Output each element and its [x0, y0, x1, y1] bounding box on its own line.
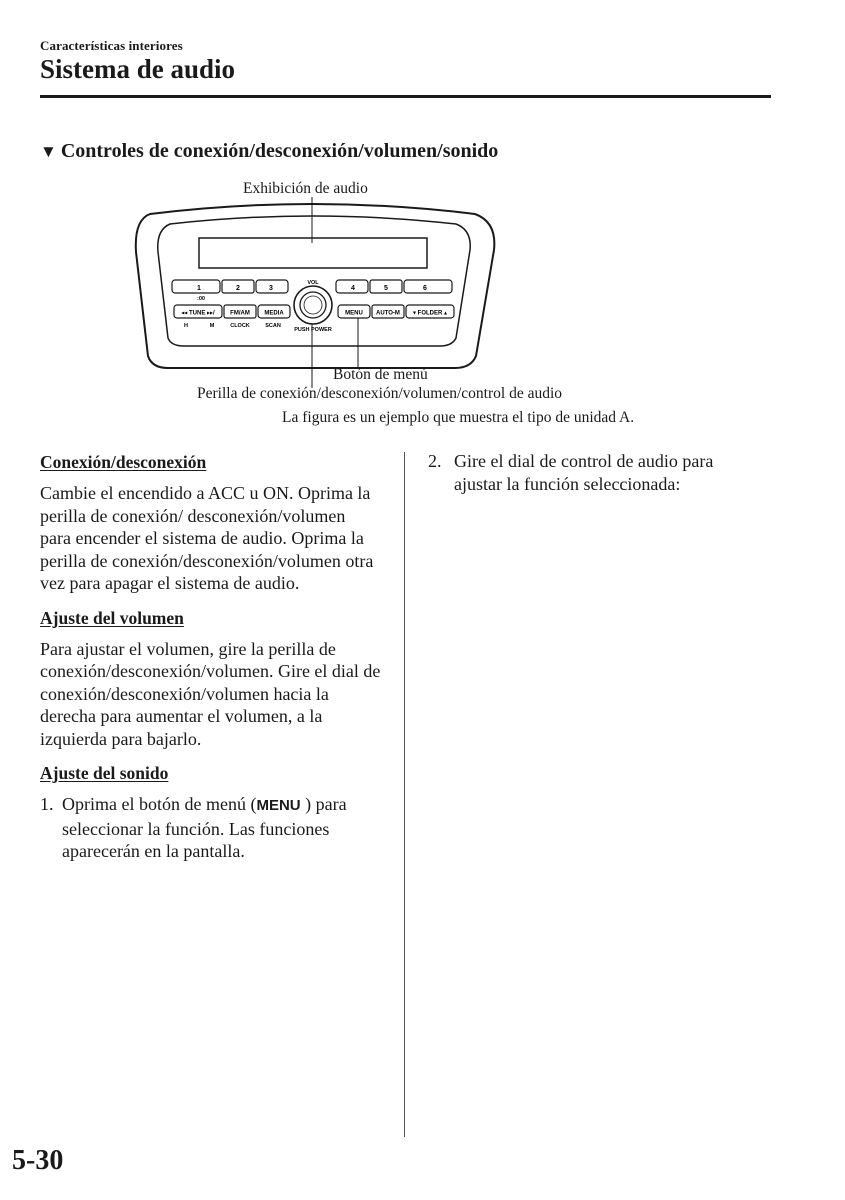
label-scan: SCAN — [265, 323, 281, 329]
subheading-power: Conexión/desconexión — [40, 452, 207, 472]
label-push-power: PUSH POWER — [294, 327, 332, 333]
step-text: Gire el dial de control de audio para ajustar la función seleccionada: — [454, 451, 714, 494]
preset-button-6 — [404, 280, 452, 293]
left-column — [40, 450, 385, 863]
column-divider — [404, 452, 405, 1137]
list-item — [40, 793, 385, 863]
volume-knob-center — [304, 296, 322, 314]
label-clock: CLOCK — [230, 323, 250, 329]
list-item — [428, 450, 773, 495]
label-audio-display: Exhibición de audio — [243, 180, 368, 197]
label-1: 1 — [197, 285, 201, 292]
label-6: 6 — [423, 285, 427, 292]
subheading-volume: Ajuste del volumen — [40, 607, 184, 628]
step-number: 2. — [428, 451, 442, 471]
paragraph-power: Cambie el encendido a ACC u ON. Oprima la perilla de conexión/ desconexión/volumen para encender el sistema de audio. Oprima la perilla de conexión/desconexión/volumen otra vez para apagar el sistema de audio. — [40, 483, 374, 593]
label-vol: VOL — [307, 280, 319, 286]
label-4: 4 — [351, 285, 355, 292]
page-number: 5-30 — [12, 1145, 64, 1176]
label-tune: ◂◂ TUNE ▸▸/ — [181, 310, 215, 317]
label-2: 2 — [236, 285, 240, 292]
label-5: 5 — [384, 285, 388, 292]
right-column — [428, 450, 773, 495]
label-menu-btn: MENU — [345, 310, 363, 317]
subheading-sound: Ajuste del sonido — [40, 763, 169, 783]
label-m: M — [209, 323, 215, 329]
step-text: Oprima el botón de menú (MENU ) para seleccionar la función. Las funciones aparecerán en la pantalla. — [62, 794, 347, 861]
label-menu-button: Botón de menú — [333, 366, 428, 383]
page-title: Sistema de audio — [40, 54, 236, 84]
section-heading-text: Controles de conexión/desconexión/volumen/sonido — [60, 140, 499, 162]
figure-caption: La figura es un ejemplo que muestra el tipo de unidad A. — [282, 409, 635, 426]
step-list-left — [40, 793, 385, 863]
step-number: 1. — [40, 794, 54, 814]
label-00: :00 — [197, 296, 205, 302]
label-3: 3 — [269, 285, 273, 292]
audio-display — [199, 238, 427, 268]
header-section: Características interiores — [40, 38, 183, 53]
paragraph-volume: Para ajustar el volumen, gire la perilla de conexión/desconexión/volumen. Gire el dial de conexión/desconexión/volumen hacia la derecha para aumentar el volumen, a la izquierda para bajarlo. — [40, 638, 381, 749]
label-fm-am: FM/AM — [230, 310, 250, 317]
label-knob: Perilla de conexión/desconexión/volumen/control de audio — [197, 385, 563, 402]
label-h: H — [184, 323, 188, 329]
step-list-right — [428, 450, 773, 495]
menu-button-glyph: MENU — [256, 797, 301, 814]
label-auto-m: AUTO-M — [376, 310, 400, 317]
label-folder: ▾ FOLDER ▴ — [412, 310, 448, 317]
preset-button-1 — [172, 280, 220, 293]
audio-unit-figure — [0, 0, 845, 440]
triangle-icon: ▼ — [40, 141, 57, 161]
label-media: MEDIA — [264, 310, 284, 317]
